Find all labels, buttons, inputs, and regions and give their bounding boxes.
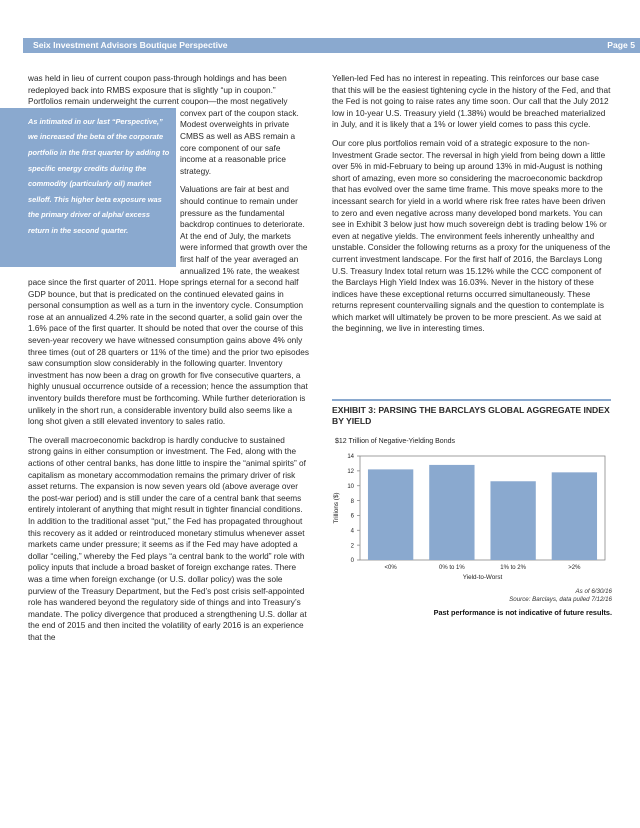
bar (552, 472, 597, 560)
y-tick-label: 4 (350, 528, 354, 535)
y-axis-label: Trillions ($) (333, 492, 340, 524)
bar (368, 469, 413, 560)
left-paragraph-1-rest: convex part of the coupon stack. Modest overweights in private CMBS as well as ABS remain a core component of our safe income at a reasonable price strategy. (180, 108, 299, 176)
x-tick-label: 1% to 2% (500, 565, 526, 571)
y-tick-label: 8 (350, 498, 354, 505)
as-of-date: As of 6/30/16 (575, 588, 612, 595)
y-tick-label: 12 (347, 469, 354, 476)
exhibit-header (332, 399, 611, 426)
left-paragraph-1-top: was held in lieu of current coupon pass-through holdings and has been redeployed back into RMBS exposure that is slightly “up in coupon.” Portfolios remain underweight the current coupon—the most negatively (28, 74, 288, 107)
performance-disclaimer: Past performance is not indicative of future results. (433, 608, 612, 617)
exhibit-rule (332, 399, 611, 401)
exhibit-title: EXHIBIT 3: PARSING THE BARCLAYS GLOBAL AGGREGATE INDEX BY YIELD (332, 405, 610, 426)
left-column (28, 73, 309, 651)
bar-chart (330, 452, 615, 584)
bar (490, 481, 535, 560)
y-tick-label: 0 (350, 558, 354, 565)
left-paragraph-2: Valuations are fair at best and should continue to remain under pressure as the fundamental backdrop continues to deteriorate. At the end of July, the markets were informed that growth over the first half of the year averaged an annualized 1% rate, the weakest pace since the first quarter of 2011. Hope springs eternal for a second half GDP bounce, but that is predicated on the continued elevated gains in personal consumption as well as a turn in the inventory cycle. Consumption rose at an annualized 4.2% rate in the second quarter, a solid gain over the 1.6% pace of the first quarter. It should be noted that over the course of this seven-year recovery we have witnessed consumption gains above 4% only three times (out of 28 quarters or 11% of the time) and the prior two episodes saw consumption slow considerably in the following quarter. Inventory investment has now been a drag on growth for five consecutive quarters, a highly unusual occurrence outside of a recession; hence the assumption that inventory builds therefore must be forthcoming. While further deterioration is unlikely in the short run, a considerable inventory build also seems like a long shot given a still elevated inventory to sales ratio. (28, 185, 309, 427)
y-tick-label: 10 (347, 483, 354, 490)
x-tick-label: 0% to 1% (439, 565, 465, 571)
header-title: Seix Investment Advisors Boutique Perspective (33, 40, 228, 50)
left-paragraph-1 (28, 73, 309, 235)
chart-title: $12 Trillion of Negative-Yielding Bonds (335, 438, 455, 445)
y-tick-label: 14 (347, 454, 354, 461)
pull-quote-callout: As intimated in our last “Perspective,” we increased the beta of the corporate portfolio in the first quarter by adding to specific energy credits during the commodity (particularly oil) market selloff. This higher beta exposure was the primary driver of alpha/ excess return in the second quarter. (0, 108, 176, 267)
x-tick-label: >2% (568, 565, 581, 571)
page-header (23, 38, 640, 53)
data-source: Source: Barclays, data pulled 7/12/16 (509, 595, 612, 603)
y-tick-label: 6 (350, 513, 354, 520)
exhibit-source-note (509, 588, 612, 604)
x-tick-label: <0% (384, 565, 397, 571)
page-number: Page 5 (607, 40, 635, 50)
x-axis-label: Yield-to-Worst (462, 574, 503, 581)
bar (429, 465, 474, 560)
left-paragraph-3: The overall macroeconomic backdrop is hardly conducive to sustained strong gains in either consumption or investment. The Fed, along with the actions of other central banks, has done little to inspire the “animal spirits” of capitalism as monetary accommodation remains the primary driver of risk asset returns. The expansion is now seven years old (above average over the post-war period) and is still under the care of a central bank that seems entirely intolerant of anything that might result in tighter financial conditions. In addition to the traditional asset “put,” the Fed has propagated throughout this recovery as it added or reintroduced monetary stimulus whenever asset markets came under pressure; it seems as if the Fed may have adopted a dollar “ceiling,” whereby the Fed plays “a central bank to the world” role with policy inputs that include a broad basket of foreign exchange rates. There was a time when foreign exchange (or U.S. dollar policy) was the sole purview of the Treasury Department, but the Fed’s post crisis self-appointed role has wandered beyond the regulatory side of things and into Treasury’s mandate. The policy divergence that produced a strengthening U.S. dollar at the end of 2015 and then incited the volatility of early 2016 is an experience that the (28, 435, 307, 642)
right-paragraph-2: Our core plus portfolios remain void of a strategic exposure to the non-Investment Grade sector. The reversal in high yield from being down a little over 5% in mid-February to being up around 13% in mid-August is nothing short of amazing, even more so considering the macroeconomic backdrop that has evolved over the same time frame. This move speaks more to the incessant search for yield in a world where risk free rates have been driven to zero and even negative across many developed bond markets. You can see in Exhibit 3 below just how much sovereign debt is trading below 1% or even at negative yields. The environment feels inherently unhealthy and unstable. Consider the following returns as a proxy for the uniqueness of the current investment landscape. For the first half of 2016, the Barclays Long U.S. Treasury Index total return was 15.12% while the CCC component of the Barclays High Yield Index was 16.03%. Never in the history of these indices have these exceptional returns occurred simultaneously. These returns represent countervailing signals and the question to contemplate is which market will ultimately be proven to be more prescient. As we said at the beginning, we live in interesting times. (332, 138, 611, 334)
right-column (332, 73, 612, 342)
right-paragraph-1: Yellen-led Fed has no interest in repeating. This reinforces our base case that this will be the easiest tightening cycle in the history of the Fed, and that the Fed is not going to raise rates any time soon. Our call that the July 2012 low in 10-year U.S. Treasury yield (1.38%) would be breached materialized in July, and it is likely that a 1% or lower yield comes to pass this cycle. (332, 74, 611, 130)
y-tick-label: 2 (350, 543, 354, 550)
